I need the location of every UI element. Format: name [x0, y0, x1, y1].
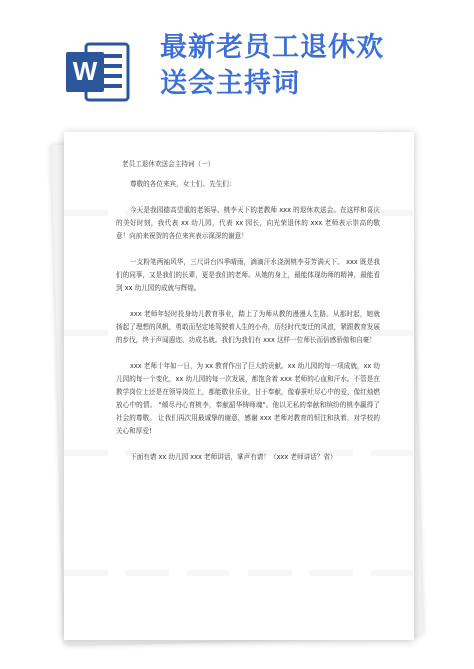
header-banner — [0, 0, 474, 120]
page-title — [160, 30, 460, 102]
watermark-strip — [64, 330, 414, 344]
word-document-icon — [64, 38, 132, 106]
paragraph-4: xxx 老师十年如一日，为 xx 教育作出了巨大的贡献。xx 幼儿园的每一项成就，xx 幼儿园的每一个变化，xx 幼儿园的每一次发展，都饱含着 xxx 老师的心血和汗水。不管是在教学岗位上还是在领导岗位上，都能敬业乐业，甘于奉献，像春蚕吐尽心中的爱，像红烛燃放心中的情。 "倾尽丹心育桃李，奉献韶华铸师魂"。他以无私的奉献和缤纷的桃李赢得了社会的尊敬。 让我们再次用最诚挚的谢意，感谢 xxx 老师对教育的恒注和执着，对学校的关心和厚爱! — [116, 362, 381, 435]
page-title-line-1: 最新老员工退休欢 — [160, 32, 384, 63]
paragraph-3: xxx 老师年轻时投身幼儿教育事业，踏上了为师从教的漫漫人生路。从那时起，她就扬起了理想的风帆，勇敢而坚定地驾驶着人生的小舟，历经时代变迁的风浪，紧跟教育发展的步伐，终于声闻遐迩、功成名就。我们为我们有 xxx 这样一位师长而倍感骄傲和自豪！ — [116, 310, 380, 344]
document-title: 老员工退休欢送会主持词（一） — [122, 160, 215, 168]
watermark-strip — [64, 210, 414, 224]
watermark-strip — [64, 450, 414, 464]
document-body — [116, 158, 380, 477]
paragraph-greeting: 尊敬的各位来宾，女士们、先生们： — [130, 180, 236, 188]
watermark-strip — [64, 570, 414, 584]
page-title-line-2: 送会主持词 — [160, 68, 300, 99]
paragraph-5: 下面有请 xx 幼儿园 xxx 老师讲话，掌声有请！（xxx 老师讲话？省） — [130, 453, 337, 461]
paragraph-2: 一支粉笔两袖风华，三尺讲台四季晴雨，滴滴汗水浇润桃李芬芳满天下。 xxx 既是我们的同事，又是我们的长辈，更是我们的老师。从她的身上，最能体现幼师的精神，最能看到 xx 幼儿园的成就与辉煌。 — [116, 258, 380, 292]
svg-text:W: W — [72, 56, 98, 86]
document-page — [64, 132, 414, 640]
paragraph-1: 今天是我园德高望重的老领导、桃李天下的老教师 xxx 的退休欢送会。在这样和喜庆的美好时刻，我代表 xx 幼儿园，代表 xx 园长，向光荣退休的 xxx 老师表示崇高的敬意！向前来祝贺的各位来宾表示深深的谢意！ — [116, 206, 380, 240]
